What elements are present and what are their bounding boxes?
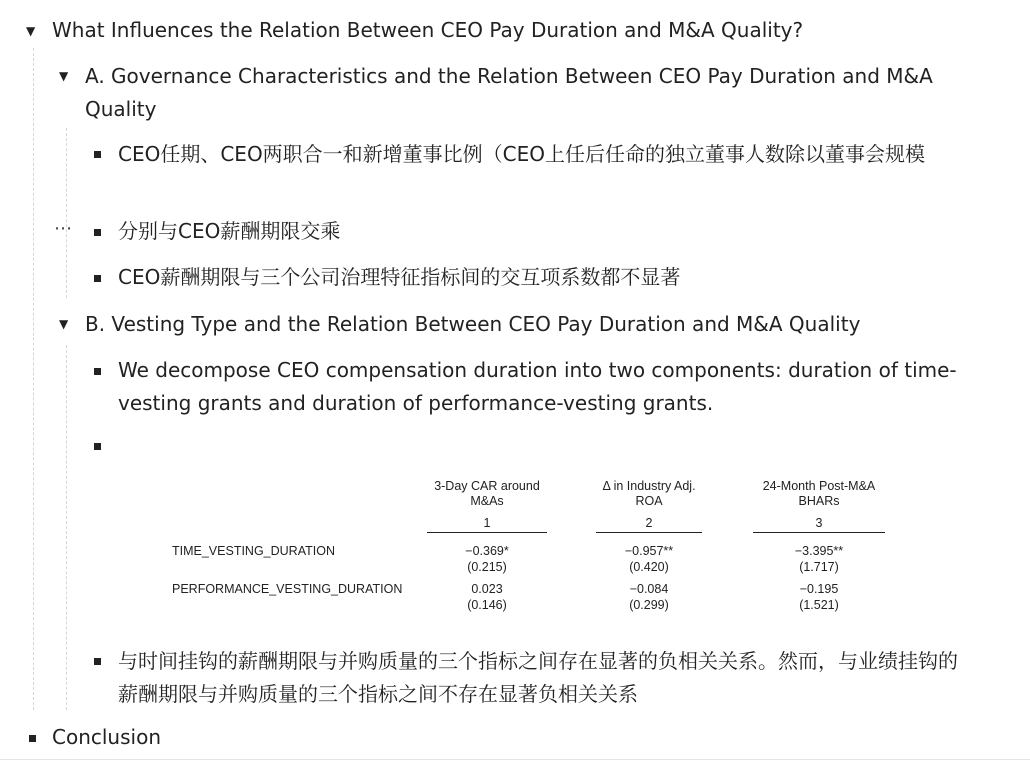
bullet-square-icon	[94, 658, 101, 665]
outline-root-title[interactable]: What Influences the Relation Between CEO Pay Duration and M&A Quality?	[52, 18, 804, 42]
table-column-number-3: 3	[815, 516, 823, 530]
table-cell: (1.717)	[799, 560, 839, 574]
table-cell: −0.195	[799, 582, 839, 596]
outline-conclusion[interactable]: Conclusion	[52, 725, 161, 749]
table-column-number-2: 2	[645, 516, 653, 530]
drag-handle-icon[interactable]: ⋯	[54, 218, 73, 239]
section-b-item-3[interactable]: 与时间挂钩的薪酬期限与并购质量的三个指标之间存在显著的负相关关系。然而，与业绩挂钩的薪酬期限与并购质量的三个指标之间不存在显著负相关关系	[118, 649, 958, 706]
section-a-item-2[interactable]: 分别与CEO薪酬期限交乘	[118, 219, 341, 243]
table-cell: −0.084	[629, 582, 669, 596]
collapse-triangle-icon[interactable]: ▼	[59, 69, 69, 83]
table-column-header-3: 24-Month Post-M&A BHARs	[762, 479, 876, 508]
table-cell: (0.420)	[629, 560, 669, 574]
section-b-item-1[interactable]: We decompose CEO compensation duration into two components: duration of time-vesting grants and duration of performance-vesting grants.	[118, 358, 957, 415]
bullet-square-icon	[94, 275, 101, 282]
bullet-square-icon	[94, 368, 101, 375]
table-row-label-performance: PERFORMANCE_VESTING_DURATION	[172, 582, 403, 596]
table-column-header-1: 3-Day CAR around M&As	[434, 479, 540, 508]
table-cell: (0.299)	[629, 598, 669, 612]
indent-guide-level-2b	[66, 345, 67, 710]
table-cell: (0.146)	[467, 598, 507, 612]
bullet-square-icon	[94, 151, 101, 158]
table-cell: −0.957**	[624, 544, 674, 558]
bullet-square-icon	[29, 735, 36, 742]
collapse-triangle-icon[interactable]: ▼	[26, 24, 36, 38]
table-header-rule-1	[427, 532, 547, 533]
bullet-square-icon	[94, 443, 101, 450]
section-a-item-3[interactable]: CEO薪酬期限与三个公司治理特征指标间的交互项系数都不显著	[118, 265, 681, 289]
table-header-rule-2	[596, 532, 702, 533]
table-column-number-1: 1	[483, 516, 491, 530]
table-cell: −0.369*	[465, 544, 509, 558]
indent-guide-level-1	[33, 48, 34, 710]
table-cell: −3.395**	[794, 544, 844, 558]
table-cell: 0.023	[471, 582, 503, 596]
table-column-header-2: Δ in Industry Adj. ROA	[602, 479, 696, 508]
table-cell: (0.215)	[467, 560, 507, 574]
section-b-title[interactable]: B. Vesting Type and the Relation Between CEO Pay Duration and M&A Quality	[85, 312, 861, 336]
collapse-triangle-icon[interactable]: ▼	[59, 317, 69, 331]
bottom-divider	[0, 759, 1030, 760]
bullet-square-icon	[94, 229, 101, 236]
table-cell: (1.521)	[799, 598, 839, 612]
indent-guide-level-2a	[66, 128, 67, 298]
section-a-item-1[interactable]: CEO任期、CEO两职合一和新增董事比例（CEO上任后任命的独立董事人数除以董事会规模	[118, 142, 926, 166]
table-row-label-time: TIME_VESTING_DURATION	[172, 544, 335, 558]
table-header-rule-3	[753, 532, 885, 533]
section-a-title[interactable]: A. Governance Characteristics and the Relation Between CEO Pay Duration and M&A Quality	[85, 64, 933, 121]
